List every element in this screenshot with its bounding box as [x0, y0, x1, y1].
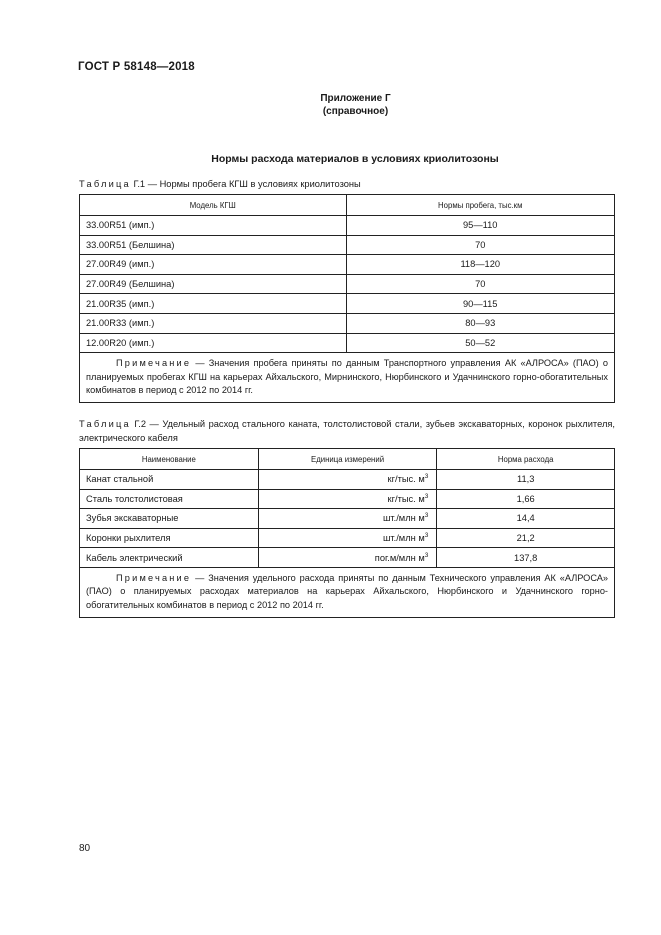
table2-header-unit: Единица измерений: [258, 449, 437, 470]
material-unit: пог.м/млн $м^3$: [258, 548, 437, 568]
material-unit: шт./млн $м^3$: [258, 528, 437, 548]
table2-caption-text: Г.2 — Удельный расход стального каната, толстолистовой стали, зубьев экскаваторных, коронок рыхлителя, электрического кабеля: [79, 419, 615, 443]
table2: [79, 448, 615, 618]
table1-label: Таблица: [79, 179, 131, 189]
consumption-norm: 11,3: [437, 470, 615, 490]
material-unit: кг/тыс. $м^3$: [258, 470, 437, 490]
material-name: Коронки рыхлителя: [80, 528, 259, 548]
table1-note-label: Примечание: [116, 358, 192, 369]
table2-header-row: [80, 449, 615, 470]
mileage-norm: 118—120: [346, 255, 614, 275]
page-number: 80: [79, 843, 91, 854]
table1-caption: [79, 177, 615, 191]
tire-model: 21.00R33 (имп.): [80, 313, 347, 333]
table-row: [80, 548, 615, 568]
tire-model: 27.00R49 (имп.): [80, 255, 347, 275]
material-unit: шт./млн $м^3$: [258, 509, 437, 529]
mileage-norm: 95—110: [346, 216, 614, 236]
material-name: Сталь толстолистовая: [80, 489, 259, 509]
material-name: Зубья экскаваторные: [80, 509, 259, 529]
mileage-norm: 70: [346, 274, 614, 294]
table2-note-row: [80, 567, 615, 617]
table1-header-model: Модель КГШ: [80, 195, 347, 216]
table1-note-row: [80, 353, 615, 403]
table-row: [80, 528, 615, 548]
table1-note: [80, 353, 615, 403]
consumption-norm: 21,2: [437, 528, 615, 548]
tire-model: 33.00R51 (Белшина): [80, 235, 347, 255]
table2-header-name: Наименование: [80, 449, 259, 470]
table1-caption-text: Г.1 — Нормы пробега КГШ в условиях криолитозоны: [133, 179, 361, 189]
appendix-block: [0, 92, 661, 118]
tire-model: 12.00R20 (имп.): [80, 333, 347, 353]
consumption-norm: 14,4: [437, 509, 615, 529]
mileage-norm: 70: [346, 235, 614, 255]
table-row: [80, 255, 615, 275]
table2-caption: [79, 417, 615, 445]
table-row: [80, 470, 615, 490]
mileage-norm: 50—52: [346, 333, 614, 353]
table-row: [80, 333, 615, 353]
table-row: [80, 313, 615, 333]
tire-model: 27.00R49 (Белшина): [80, 274, 347, 294]
appendix-title: Приложение Г: [320, 93, 391, 104]
document-header: ГОСТ Р 58148—2018: [78, 61, 195, 73]
table1-note-text: — Значения пробега приняты по данным Транспортного управления АК «АЛРОСА» (ПАО) о планируемых пробегах КГШ на карьерах Айхальского, Мирнинского, Нюрбинского и Удачнинского горно-обогатительных комбинатов в период с 2012 по 2014 гг.: [86, 358, 608, 395]
consumption-norm: 137,8: [437, 548, 615, 568]
table2-header-norm: Норма расхода: [437, 449, 615, 470]
table-row: [80, 274, 615, 294]
table-row: [80, 294, 615, 314]
table1: [79, 194, 615, 403]
table2-note-label: Примечание: [116, 572, 192, 583]
table-row: [80, 235, 615, 255]
mileage-norm: 80—93: [346, 313, 614, 333]
mileage-norm: 90—115: [346, 294, 614, 314]
table2-label: Таблица: [79, 419, 131, 429]
material-name: Кабель электрический: [80, 548, 259, 568]
table-row: [80, 509, 615, 529]
tire-model: 33.00R51 (имп.): [80, 216, 347, 236]
table2-note: [80, 567, 615, 617]
material-unit: кг/тыс. $м^3$: [258, 489, 437, 509]
material-name: Канат стальной: [80, 470, 259, 490]
table1-header-mileage: Нормы пробега, тыс.км: [346, 195, 614, 216]
consumption-norm: 1,66: [437, 489, 615, 509]
table2-note-text: — Значения удельного расхода приняты по данным Технического управления АК «АЛРОСА» (ПАО) о планируемых расходах материалов на карьерах Айхальского, Нюрбинского и Удачнинского горно-обогатительных комбинатов в период с 2012 по 2014 гг.: [86, 572, 608, 610]
table1-header-row: [80, 195, 615, 216]
appendix-subtitle: (справочное): [322, 106, 389, 117]
table-row: [80, 489, 615, 509]
tire-model: 21.00R35 (имп.): [80, 294, 347, 314]
section-title: Нормы расхода материалов в условиях криолитозоны: [211, 153, 499, 165]
table-row: [80, 216, 615, 236]
